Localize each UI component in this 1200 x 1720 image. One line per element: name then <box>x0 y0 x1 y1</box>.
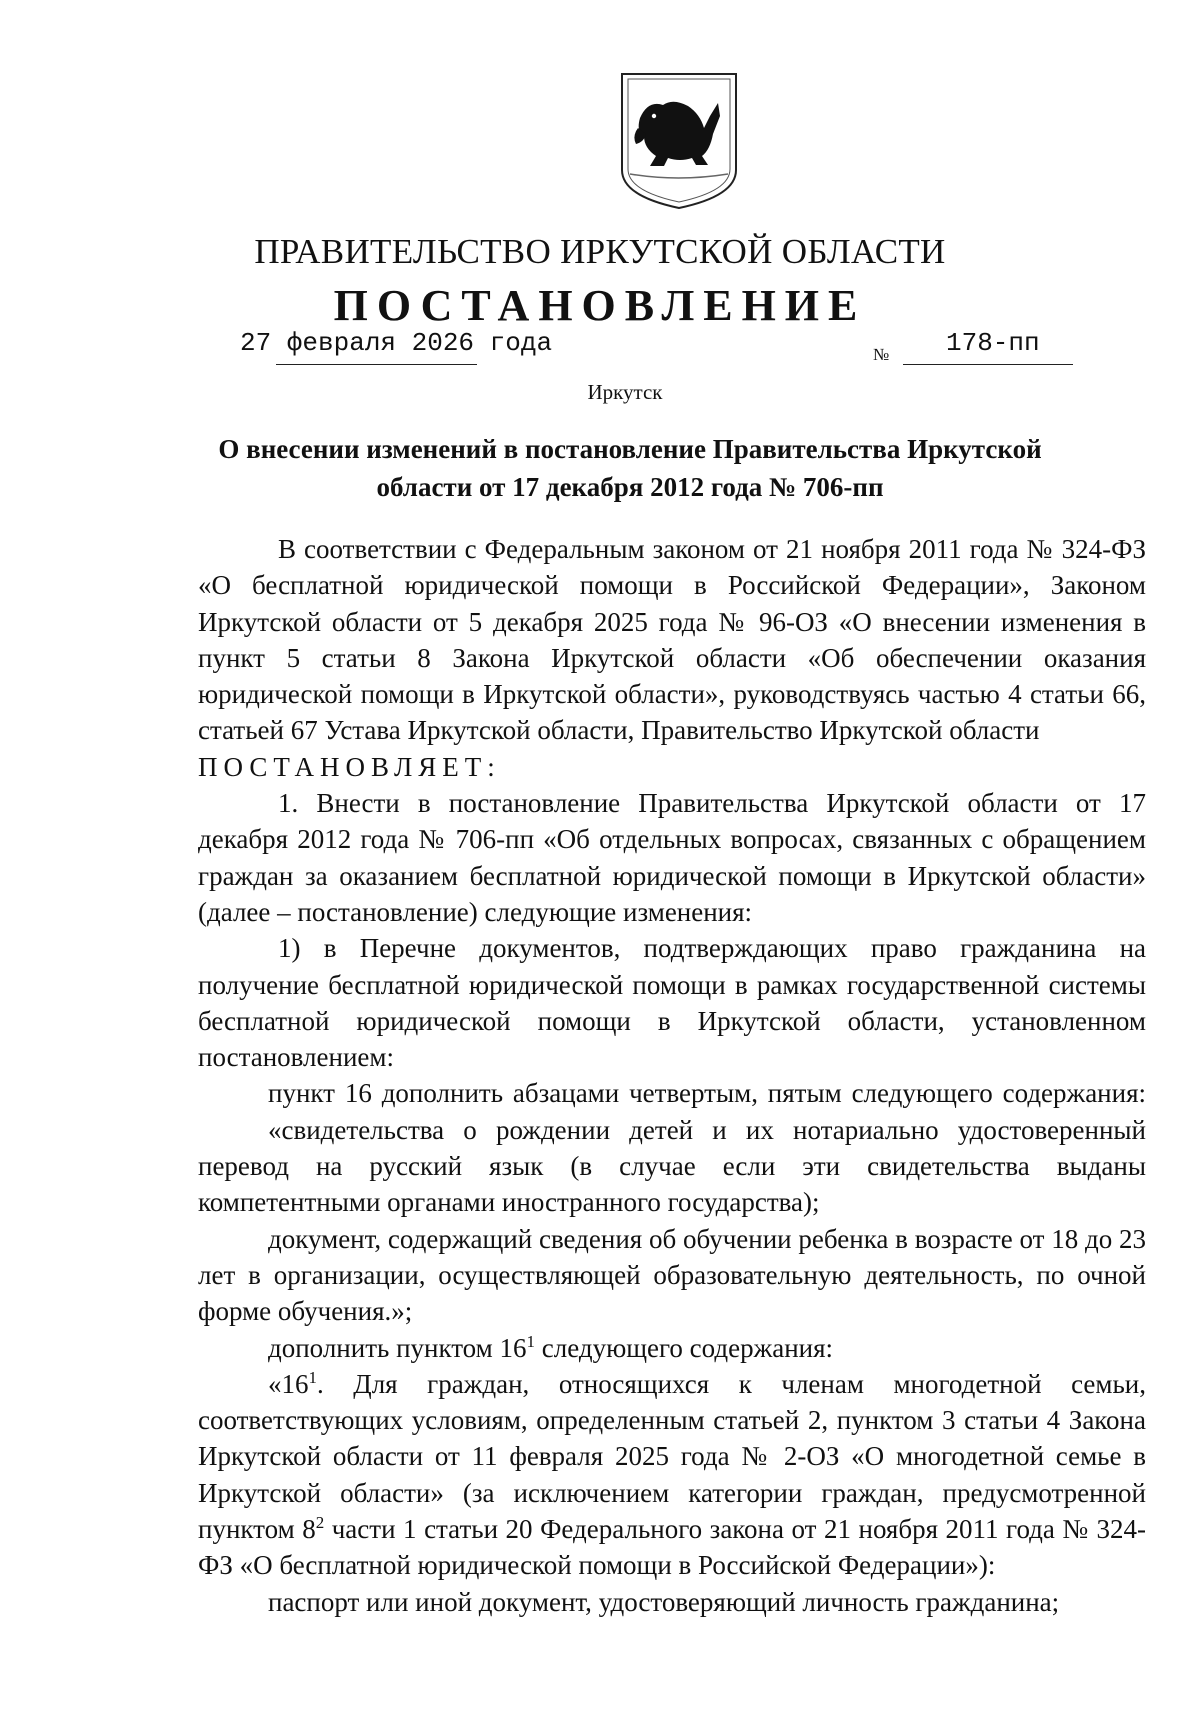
number-sign: № <box>873 345 890 364</box>
add-point-text: дополнить пунктом 16 <box>268 1332 527 1363</box>
date-underline <box>276 364 477 365</box>
quote-birth-certificates: «свидетельства о рождении детей и их нотариально удостоверенный перевод на русский язык (в случае если эти свидетельства выданы компетентными органами иностранного государства); <box>198 1114 1146 1218</box>
add-point-text-end: следующего содержания: <box>535 1332 834 1363</box>
document-number: 178-пп <box>946 328 1040 358</box>
point-16-1-text-end: части 1 статьи 20 Федерального закона от 21 ноября 2011 года № 324-ФЗ «О бесплатной юридической помощи в Российской Федерации»): <box>198 1514 1146 1581</box>
preamble-paragraph: В соответствии с Федеральным законом от 21 ноября 2011 года № 324-ФЗ «О бесплатной юридической помощи в Российской Федерации», Законом Иркутской области от 5 декабря 2025 года № 96-ОЗ «О внесении изменения в пункт 5 статьи 8 Закона Иркутской области «Об обеспечении оказания юридической помощи в Иркутской области», руководствуясь частью 4 статьи 66, статьей 67 Устава Иркутской области, Правительство Иркутской области <box>198 534 1146 746</box>
passport-paragraph: паспорт или иной документ, удостоверяющий личность гражданина; <box>268 1586 1060 1617</box>
point-16-1-paragraph <box>198 1366 1146 1584</box>
document-date: 27 февраля 2026 года <box>240 328 553 358</box>
superscript: 1 <box>526 1331 535 1351</box>
point-16-1-text: . Для граждан, относящихся к членам многодетной семьи, соответствующих условиям, определенным статьей 2, пунктом 3 статьи 4 Закона Иркутской области от 11 февраля 2025 года № 2-ОЗ «О многодетной семье в Иркутской области» (за исключением категории граждан, предусмотренной пунктом 8 <box>198 1368 1146 1545</box>
document-title <box>150 430 1110 506</box>
number-underline <box>903 364 1073 365</box>
add-point-16-1-paragraph <box>198 1330 1146 1366</box>
resolves-heading: ПОСТАНОВЛЯЕТ: <box>198 751 501 782</box>
item-1-1-paragraph: 1) в Перечне документов, подтверждающих право гражданина на получение бесплатной юридической помощи в рамках государственной системы бесплатной юридической помощи в Иркутской области, установленном постановлением: <box>198 933 1146 1073</box>
coat-of-arms-icon <box>618 70 740 212</box>
quote-education-document: документ, содержащий сведения об обучении ребенка в возрасте от 18 до 23 лет в организации, осуществляющей образовательную деятельность, по очной форме обучения.»; <box>198 1223 1146 1327</box>
point-16-paragraph: пункт 16 дополнить абзацами четвертым, пятым следующего содержания: <box>268 1078 1146 1109</box>
city-name: Иркутск <box>587 380 663 404</box>
title-line-2: области от 17 декабря 2012 года № 706-пп <box>376 472 884 502</box>
superscript: 2 <box>315 1513 325 1533</box>
document-type: ПОСТАНОВЛЕНИЕ <box>333 281 867 330</box>
title-line-1: О внесении изменений в постановление Правительства Иркутской <box>218 434 1042 464</box>
document-body <box>198 531 1146 1620</box>
superscript: 1 <box>308 1367 317 1387</box>
point-16-1-number: «16 <box>268 1368 309 1399</box>
organization-name: ПРАВИТЕЛЬСТВО ИРКУТСКОЙ ОБЛАСТИ <box>254 232 946 271</box>
item-1-paragraph: 1. Внести в постановление Правительства Иркутской области от 17 декабря 2012 года № 706-пп «Об отдельных вопросах, связанных с обращением граждан за оказанием бесплатной юридической помощи в Иркутской области» (далее – постановление) следующие изменения: <box>198 788 1146 927</box>
